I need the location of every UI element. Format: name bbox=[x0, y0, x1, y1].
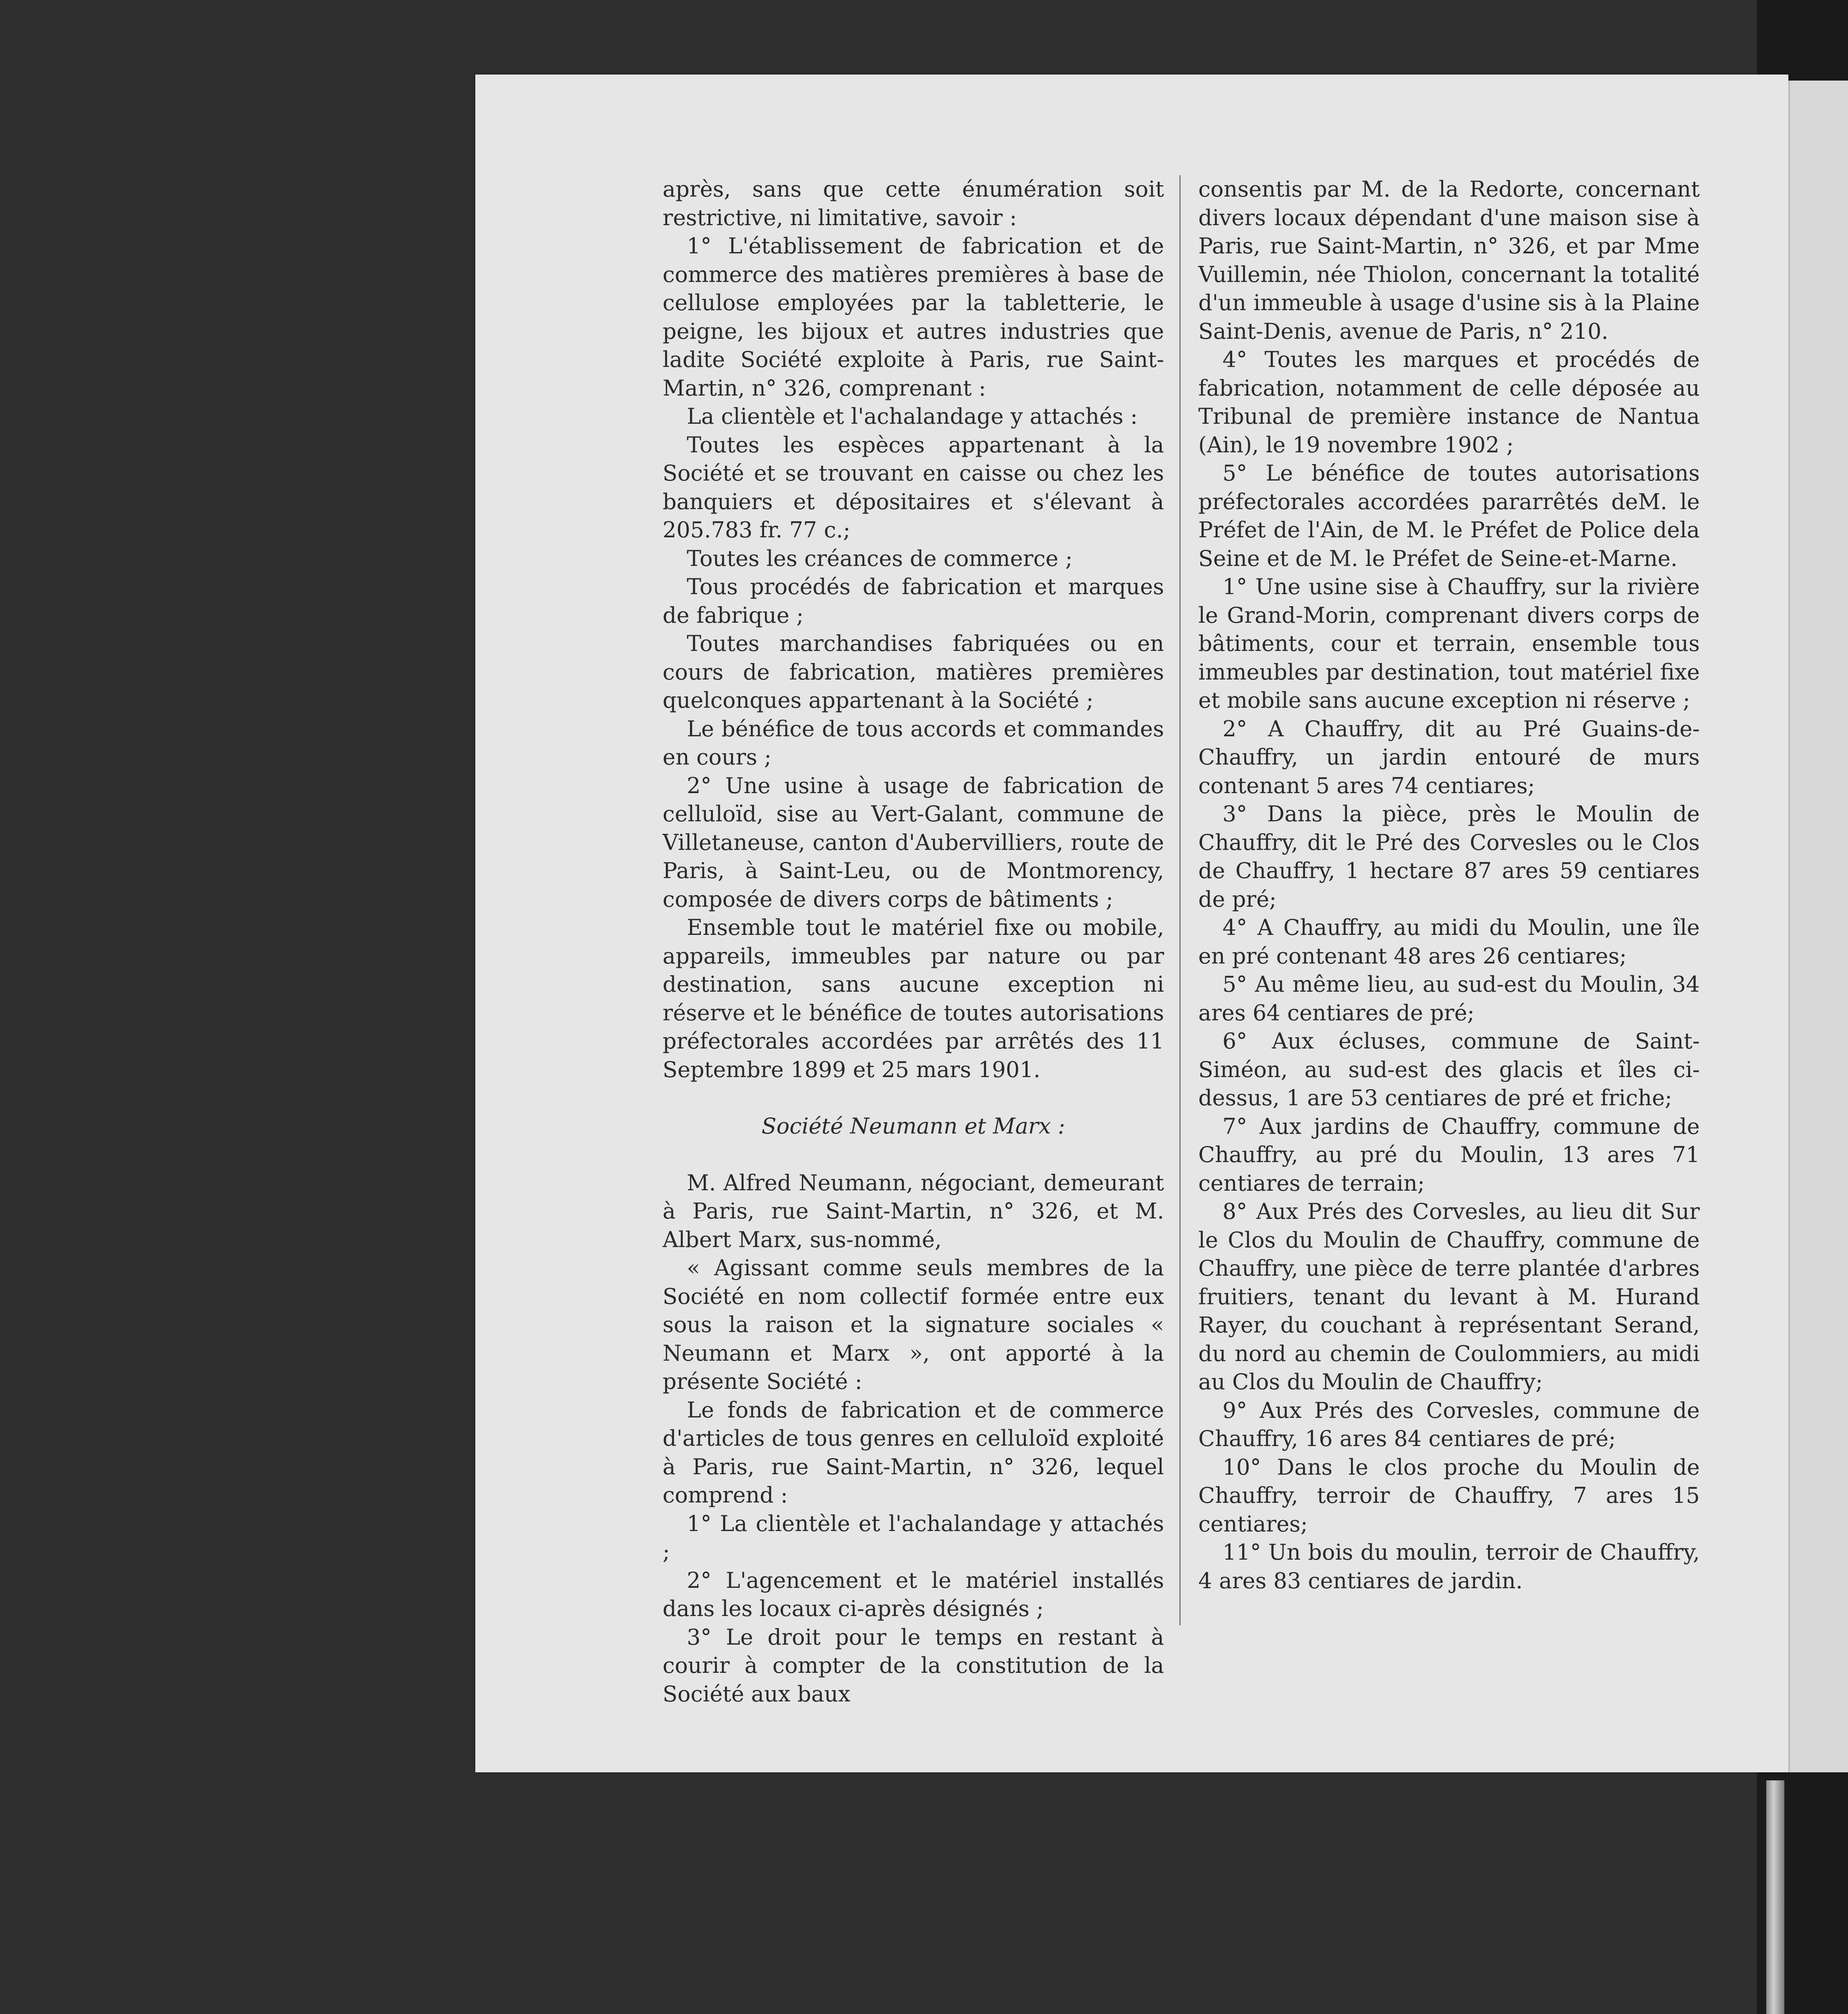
paragraph: Tous procédés de fabrication et marques de fabrique ; bbox=[663, 574, 1164, 628]
document-page bbox=[475, 75, 1788, 1772]
paragraph: 3° Le droit pour le temps en restant à courir à compter de la constitution de la Société aux baux bbox=[663, 1624, 1164, 1707]
paragraph: Le bénéfice de tous accords et commandes en cours ; bbox=[663, 716, 1164, 770]
paragraph: 2° L'agencement et le matériel installés dans les locaux ci-après désignés ; bbox=[663, 1567, 1164, 1621]
paragraph: 4° A Chauffry, au midi du Moulin, une île en pré contenant 48 ares 26 centiares; bbox=[1198, 915, 1700, 969]
left-column bbox=[663, 175, 1164, 1708]
paragraph: Toutes les créances de commerce ; bbox=[687, 545, 1073, 571]
paragraph: 3° Dans la pièce, près le Moulin de Chauffry, dit le Pré des Corvesles ou le Clos de Chauffry, 1 hectare 87 ares 59 centiares de pré; bbox=[1198, 801, 1700, 912]
paragraph: 2° Une usine à usage de fabrication de celluloïd, sise au Vert-Galant, commune de Villetaneuse, canton d'Aubervilliers, route de Paris, à Saint-Leu, ou de Montmorency, composée de divers corps de bâtiments ; bbox=[663, 773, 1164, 912]
paragraph: Ensemble tout le matériel fixe ou mobile, appareils, immeubles par nature ou par destination, sans aucune exception ni réserve et le bénéfice de toutes autorisations préfectorales accordées par arrêtés des 11 Septembre 1899 et 25 mars 1901. bbox=[663, 915, 1164, 1082]
paragraph: 1° Une usine sise à Chauffry, sur la rivière le Grand-Morin, comprenant divers corps de bâtiments, cour et terrain, ensemble tous immeubles par destination, tout matériel fixe et mobile sans aucune exception ni réserve ; bbox=[1198, 574, 1700, 713]
paragraph: 8° Aux Prés des Corvesles, au lieu dit Sur le Clos du Moulin de Chauffry, commune de Chauffry, une pièce de terre plantée d'arbres fruitiers, tenant du levant à M. Hurand Rayer, du couchant à représentant Serand, du nord au chemin de Coulommiers, au midi au Clos du Moulin de Chauffry; bbox=[1198, 1199, 1700, 1394]
paragraph: Toutes marchandises fabriquées ou en cours de fabrication, matières premières quelconques appartenant à la Société ; bbox=[663, 631, 1164, 713]
paragraph: 1° L'établissement de fabrication et de commerce des matières premières à base de cellulose employées par la tabletterie, le peigne, les bijoux et autres industries que ladite Société exploite à Paris, rue Saint-Martin, n° 326, comprenant : bbox=[663, 233, 1164, 401]
paragraph: « Agissant comme seuls membres de la Société en nom collectif formée entre eux sous la raison et la signature sociales « Neumann et Marx », ont apporté à la présente Société : bbox=[663, 1255, 1164, 1394]
paragraph: 11° Un bois du moulin, terroir de Chauffry, 4 ares 83 centiares de jardin. bbox=[1198, 1540, 1700, 1593]
paragraph: Toutes les espèces appartenant à la Société et se trouvant en caisse ou chez les banquiers et dépositaires et s'élevant à 205.783 fr. 77 c.; bbox=[663, 432, 1164, 543]
paragraph: 5° Au même lieu, au sud-est du Moulin, 34 ares 64 centiares de pré; bbox=[1198, 972, 1700, 1026]
right-column bbox=[1198, 175, 1700, 1595]
paragraph: La clientèle et l'achalandage y attachés : bbox=[687, 404, 1138, 429]
paragraph: 9° Aux Prés des Corvesles, commune de Chauffry, 16 ares 84 centiares de pré; bbox=[1198, 1397, 1700, 1451]
section-heading: Société Neumann et Marx : bbox=[761, 1113, 1065, 1139]
paragraph: M. Alfred Neumann, négociant, demeurant à Paris, rue Saint-Martin, n° 326, et M. Albert Marx, sus-nommé, bbox=[663, 1170, 1164, 1252]
paragraph: 10° Dans le clos proche du Moulin de Chauffry, terroir de Chauffry, 7 ares 15 centiares; bbox=[1198, 1454, 1700, 1537]
paragraph: après, sans que cette énumération soit restrictive, ni limitative, savoir : bbox=[663, 176, 1164, 230]
paragraph: consentis par M. de la Redorte, concernant divers locaux dépendant d'une maison sise à Paris, rue Saint-Martin, n° 326, et par Mme Vuillemin, née Thiolon, concernant la totalité d'un immeuble à usage d'usine sis à la Plaine Saint-Denis, avenue de Paris, n° 210. bbox=[1198, 176, 1700, 344]
paragraph: 5° Le bénéfice de toutes autorisations préfectorales accordées pararrêtés deM. le Préfet de l'Ain, de M. le Préfet de Police dela Seine et de M. le Préfet de Seine-et-Marne. bbox=[1198, 460, 1700, 571]
column-divider bbox=[1179, 175, 1181, 1625]
paragraph: 7° Aux jardins de Chauffry, commune de Chauffry, au pré du Moulin, 13 ares 71 centiares de terrain; bbox=[1198, 1113, 1700, 1196]
paragraph: 4° Toutes les marques et procédés de fabrication, notamment de celle déposée au Tribunal de première instance de Nantua (Ain), le 19 novembre 1902 ; bbox=[1198, 347, 1700, 458]
paragraph: 6° Aux écluses, commune de Saint-Siméon, au sud-est des glacis et îles ci-dessus, 1 are 53 centiares de pré et friche; bbox=[1198, 1028, 1700, 1111]
paragraph: 1° La clientèle et l'achalandage y attachés ; bbox=[663, 1510, 1164, 1564]
scanner-strip bbox=[1766, 1780, 1784, 2014]
paragraph: 2° A Chauffry, dit au Pré Guains-de-Chauffry, un jardin entouré de murs contenant 5 ares 74 centiares; bbox=[1198, 716, 1700, 798]
paragraph: Le fonds de fabrication et de commerce d'articles de tous genres en celluloïd exploité à Paris, rue Saint-Martin, n° 326, lequel comprend : bbox=[663, 1397, 1164, 1508]
